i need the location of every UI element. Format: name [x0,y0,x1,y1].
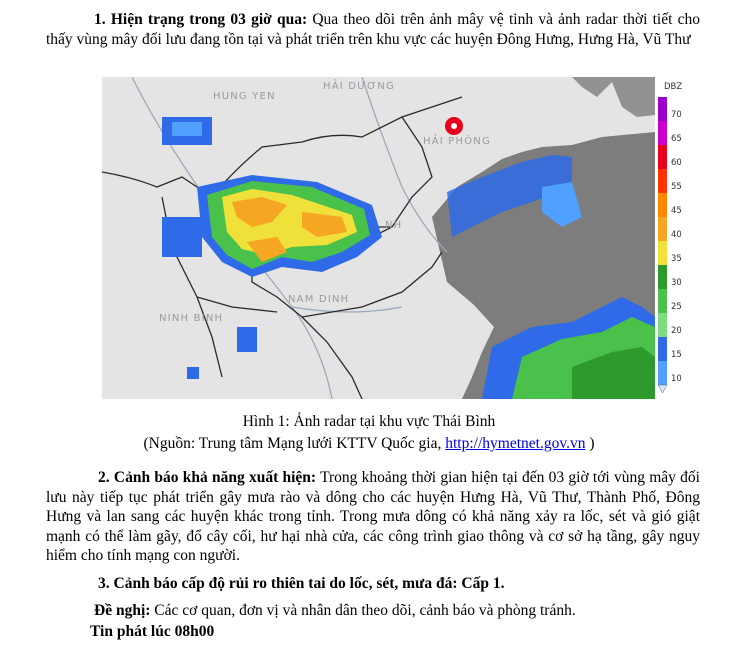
section-warning-heading: 2. Cảnh báo khả năng xuất hiện: [98,469,317,486]
legend-tick: 25 [671,302,682,312]
radar-echo-north [162,117,212,145]
legend-tick: 70 [671,110,682,120]
figure-source [0,434,738,453]
label-nam-dinh: NAM DINH [288,294,350,305]
section-risk-level [98,574,698,594]
radar-echo-core [197,175,382,277]
figure-source-link[interactable]: http://hymetnet.gov.vn [445,435,586,452]
legend-tick: 60 [671,158,682,168]
figure-caption: Hình 1: Ảnh radar tại khu vực Thái Bình [242,413,496,430]
section-current-status-heading: 1. Hiện trạng trong 03 giờ qua: [94,11,308,28]
legend-tick: 20 [671,326,682,336]
section-risk-level-heading: 3. Cảnh báo cấp độ rủi ro thiên tai do lốc, sét, mưa đá: Cấp 1. [98,575,505,592]
issued-time-text: Tin phát lúc 08h00 [90,623,215,640]
label-hung-yen: HUNG YEN [213,91,276,102]
section-current-status-body: Qua theo dõi trên ảnh mây vệ tinh và ảnh radar thời tiết cho thấy vùng mây đối lưu đang tồn tại và phát triển trên khu vực các huyện Đông Hưng, Hưng Hà, Vũ Thư [46,11,700,48]
label-ninh-binh: NINH BINH [159,313,224,324]
legend-tick: 55 [671,182,682,192]
issued-time [90,622,690,642]
legend-tick: 10 [671,374,682,384]
dbz-legend-bar [656,79,686,397]
recommendation-body: Các cơ quan, đơn vị và nhân dân theo dõi, cảnh báo và phòng tránh. [150,602,576,619]
legend-tick: 45 [671,206,682,216]
dbz-legend [656,79,686,397]
recommendation-label: Đề nghị: [94,602,151,619]
legend-tick: 40 [671,230,682,240]
legend-unit: DBZ [664,82,683,92]
section-current-status [46,10,700,49]
section-warning [46,468,700,566]
figure-source-prefix: (Nguồn: Trung tâm Mạng lưới KTTV Quốc gia, [143,435,446,452]
legend-tick: 15 [671,350,682,360]
recommendation [94,601,694,621]
figure-source-suffix: ) [585,435,595,452]
legend-tick: 30 [671,278,682,288]
legend-tick: 65 [671,134,682,144]
radar-map-canvas [102,77,655,399]
label-hai-duong: HẢI DƯƠNG [323,81,395,92]
legend-tick: 35 [671,254,682,264]
label-hai-phong: HẢI PHÒNG [423,136,491,147]
radar-map [102,77,655,399]
label-thai-binh: NH [385,220,403,231]
location-marker-center [451,123,457,129]
section-warning-body: Trong khoảng thời gian hiện tại đến 03 giờ tới vùng mây đối lưu này tiếp tục phát triển gây mưa rào và dông cho các huyện Hưng Hà, Vũ Thư, Thành Phố, Đông Hưng và lan sang các huyện khác trong tỉnh. Trong mưa dông có khả năng xảy ra lốc, sét và gió giật mạnh có thể làm gãy, đổ cây cối, hư hại nhà cửa, các công trình giao thông và cơ sở hạ tầng, gây nguy hiểm cho tính mạng con người. [46,469,700,564]
